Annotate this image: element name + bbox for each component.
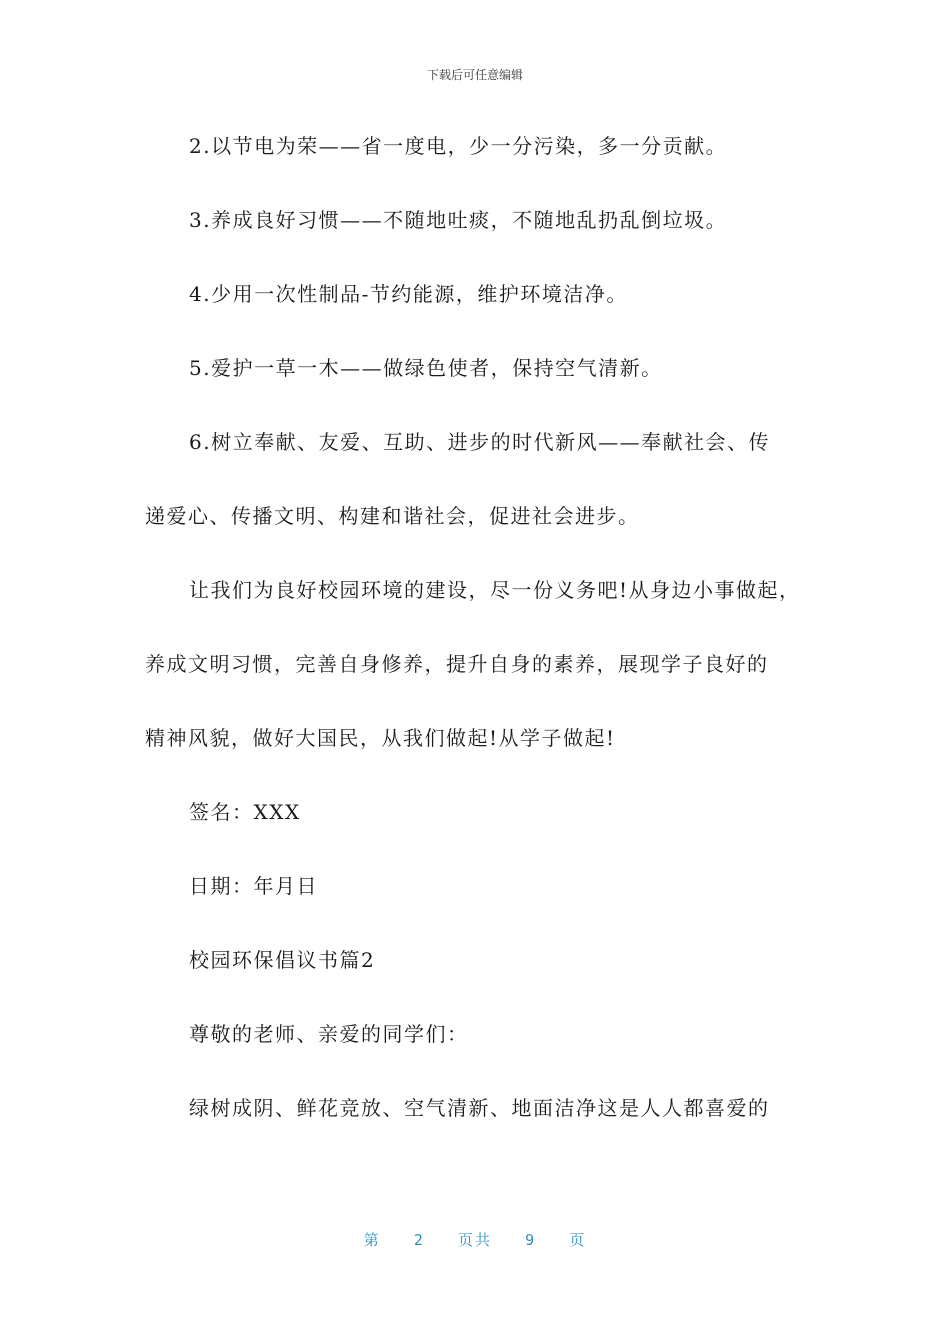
body-line: 4.少用一次性制品-节约能源，维护环境洁净。 xyxy=(189,282,628,306)
body-line: 5.爱护一草一木——做绿色使者，保持空气清新。 xyxy=(189,356,663,380)
document-body xyxy=(145,128,805,1127)
footer-page-number: 2 xyxy=(413,1231,425,1249)
header-note: 下载后可任意编辑 xyxy=(426,68,523,82)
body-line: 养成文明习惯，完善自身修养，提升自身的素养，展现学子良好的 xyxy=(145,652,769,676)
footer-total-pages: 9 xyxy=(525,1231,537,1249)
body-line: 递爱心、传播文明、构建和谐社会，促进社会进步。 xyxy=(145,504,640,528)
body-line: 2.以节电为荣——省一度电，少一分污染，多一分贡献。 xyxy=(189,134,728,158)
footer-suffix: 页 xyxy=(569,1231,587,1249)
footer-middle: 页共 xyxy=(457,1231,492,1249)
salutation-line: 尊敬的老师、亲爱的同学们： xyxy=(189,1022,469,1046)
page-footer xyxy=(0,1229,950,1250)
body-line: 绿树成阴、鲜花竞放、空气清新、地面洁净这是人人都喜爱的 xyxy=(189,1096,770,1120)
footer-prefix: 第 xyxy=(363,1231,381,1249)
date-line: 日期：年月日 xyxy=(189,874,318,898)
section-title: 校园环保倡议书篇2 xyxy=(189,948,376,972)
body-line: 6.树立奉献、友爱、互助、进步的时代新风——奉献社会、传 xyxy=(189,430,771,454)
signature-line: 签名：XXX xyxy=(189,800,301,824)
body-line: 3.养成良好习惯——不随地吐痰，不随地乱扔乱倒垃圾。 xyxy=(189,208,728,232)
body-line: 精神风貌，做好大国民，从我们做起!从学子做起! xyxy=(145,726,616,750)
body-line: 让我们为良好校园环境的建设，尽一份义务吧!从身边小事做起， xyxy=(189,578,801,602)
